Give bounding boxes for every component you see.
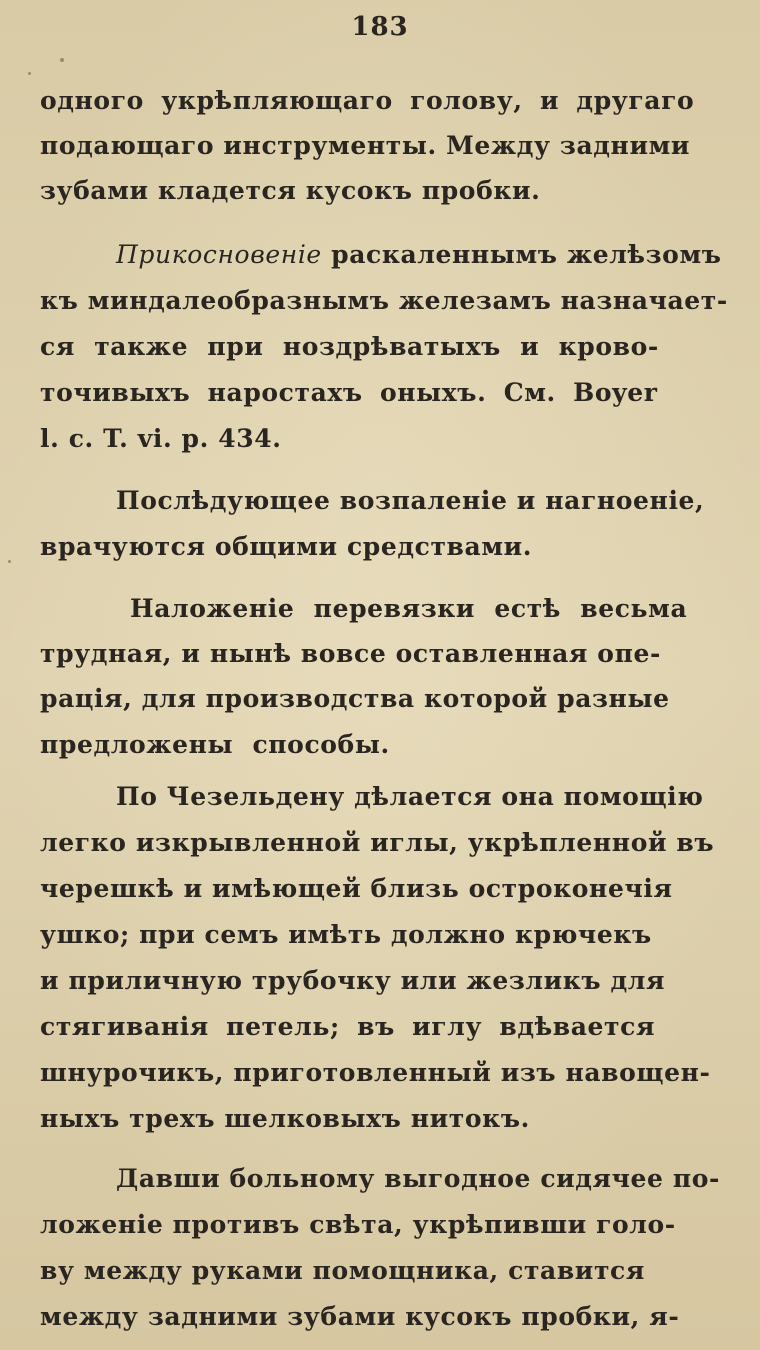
text-span: раскаленнымъ желѣзомъ xyxy=(321,240,722,269)
paper-speck xyxy=(8,560,11,563)
text-line: ся также при ноздрѣватыхъ и крово- xyxy=(40,332,659,361)
text-line: Давши больному выгодное сидячее по- xyxy=(116,1164,720,1193)
text-line: зубами кладется кусокъ пробки. xyxy=(40,176,541,205)
text-line: къ миндалеобразнымъ железамъ назначает- xyxy=(40,286,728,315)
text-line: врачуются общими средствами. xyxy=(40,532,533,561)
text-line: и приличную трубочку или жезликъ для xyxy=(40,966,666,995)
text-line xyxy=(116,240,722,269)
italic-term: Прикосновеніе xyxy=(116,240,322,269)
text-line: рація, для производства которой разные xyxy=(40,684,670,713)
text-line: Послѣдующее возпаленіе и нагноеніе, xyxy=(116,486,705,515)
text-line: подающаго инструменты. Между задними xyxy=(40,131,691,160)
text-line: ву между руками помощника, ставится xyxy=(40,1256,645,1285)
text-line: ныхъ трехъ шелковыхъ нитокъ. xyxy=(40,1104,530,1133)
paper-speck xyxy=(28,72,31,75)
text-line: l. c. T. vi. p. 434. xyxy=(40,424,282,453)
text-line: Наложеніе перевязки естѣ весьма xyxy=(130,594,688,623)
text-line: шнурочикъ, приготовленный изъ навощен- xyxy=(40,1058,711,1087)
text-line: между задними зубами кусокъ пробки, я- xyxy=(40,1302,680,1331)
text-line: легко изкрывленной иглы, укрѣпленной въ xyxy=(40,828,715,857)
text-line: ушко; при семъ имѣть должно крючекъ xyxy=(40,920,652,949)
text-line: предложены способы. xyxy=(40,730,390,759)
page-number: 183 xyxy=(351,12,409,42)
text-line: ложеніе противъ свѣта, укрѣпивши голо- xyxy=(40,1210,676,1239)
text-line: трудная, и нынѣ вовсе оставленная опе- xyxy=(40,639,661,668)
text-line: точивыхъ наростахъ оныхъ. См. Boyer xyxy=(40,378,658,407)
text-line: По Чезельдену дѣлается она помощію xyxy=(116,782,704,811)
text-line: одного укрѣпляющаго голову, и другаго xyxy=(40,86,695,115)
paper-speck xyxy=(60,58,64,62)
text-line: черешкѣ и имѣющей близь остроконечія xyxy=(40,874,673,903)
text-line: стягиванія петель; въ иглу вдѣвается xyxy=(40,1012,656,1041)
